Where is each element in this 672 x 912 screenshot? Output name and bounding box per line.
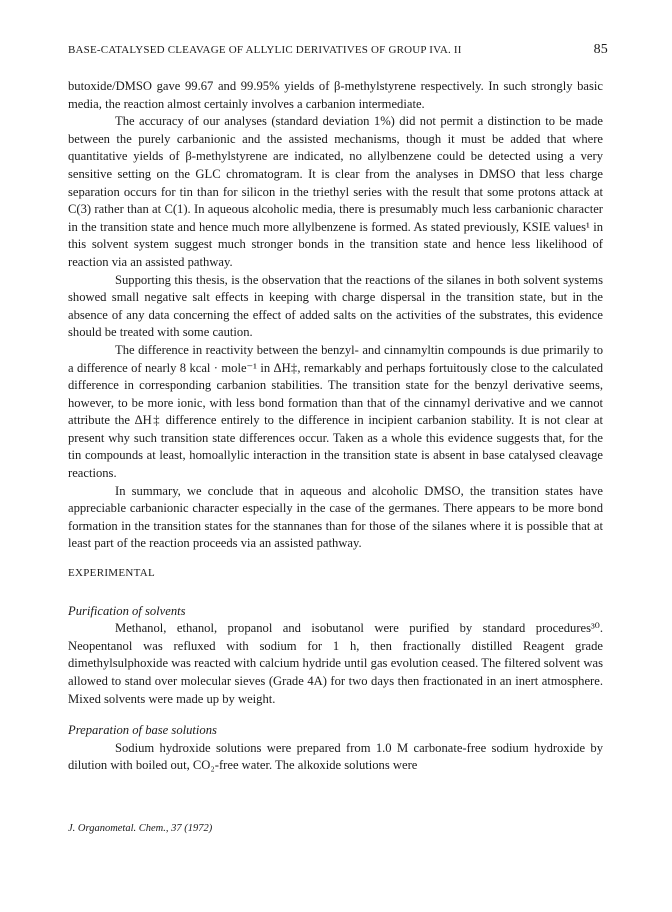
paragraph: Supporting this thesis, is the observation that the reactions of the silanes in both solvent systems showed small negative salt effects in keeping with charge dispersal in the transition state, but in the absence of any data concerning the effect of added salts on the activities of the substrates, this evidence should be treated with some caution. — [68, 272, 603, 340]
paragraph: butoxide/DMSO gave 99.67 and 99.95% yields of β-methylstyrene respectively. In such strongly basic media, the reaction almost certainly involves a carbanion intermediate. — [68, 79, 603, 111]
running-head-title: BASE-CATALYSED CLEAVAGE OF ALLYLIC DERIVATIVES OF GROUP IVA. II — [68, 44, 462, 56]
paragraph: In summary, we conclude that in aqueous and alcoholic DMSO, the transition states have appreciable carbanionic character especially in the case of the germanes. There appears to be more bond formation in the transition states for the stannanes than for those of the silanes where it is possible that at least part of the reaction proceeds via an assisted pathway. — [68, 483, 603, 551]
subsection-heading: Preparation of base solutions — [68, 723, 217, 738]
page-number: 85 — [593, 42, 608, 57]
body-text — [68, 78, 603, 775]
paragraph: Methanol, ethanol, propanol and isobutanol were purified by standard procedures³⁰. Neopentanol was refluxed with sodium for 1 h, then fractionally distilled Reagent grade dimethylsulphoxide was reacted with calcium hydride until gas evolution ceased. The filtered solvent was allowed to stand over molecular sieves (Grade 4A) for two days then fractionated in an inert atmosphere. Mixed solvents were made up by weight. — [68, 621, 603, 706]
section-heading: EXPERIMENTAL — [68, 567, 156, 580]
subsection-heading: Purification of solvents — [68, 603, 186, 618]
paragraph: Sodium hydroxide solutions were prepared from 1.0 M carbonate-free sodium hydroxide by dilution with boiled out, CO₂-free water. The alkoxide solutions were — [68, 740, 603, 773]
journal-footer: J. Organometal. Chem., 37 (1972) — [68, 823, 213, 834]
paragraph: The accuracy of our analyses (standard deviation 1%) did not permit a distinction to be made between the purely carbanionic and the assisted mechanisms, though it must be added that where quantitative yields of β-methylstyrene are indicated, no allylbenzene could be detected using a very sensitive setting on the GLC chromatogram. It is clear from the analyses in DMSO that less charge separation occurs for tin than for silicon in the triethyl series with the result that some protons attack at C(3) rather than at C(1). In aqueous alcoholic media, there is presumably much less carbanionic character in the transition state and hence much more allylbenzene is formed. As stated previously, KSIE values¹ in this solvent system suggest much stronger bonds in the transition state and hence less likelihood of reaction via an assisted pathway. — [68, 114, 603, 269]
paragraph: The difference in reactivity between the benzyl- and cinnamyltin compounds is due primarily to a difference of nearly 8 kcal · mole⁻¹ in ΔH‡, remarkably and perhaps fortuitously close to the calculated difference in corresponding carbanion stabilities. The transition state for the benzyl derivative seems, however, to be more ionic, with less bond formation than that of the cinnamyl derivative and we cannot attribute the ΔH‡ difference entirely to the difference in incipient carbanion stability. It is not clear at present why such transition state differences occur. Taken as a whole this evidence suggests that, for the tin compounds at least, homoallylic interaction in the transition state is absent in base catalysed cleavage reactions. — [68, 342, 603, 481]
spacer — [68, 708, 603, 722]
